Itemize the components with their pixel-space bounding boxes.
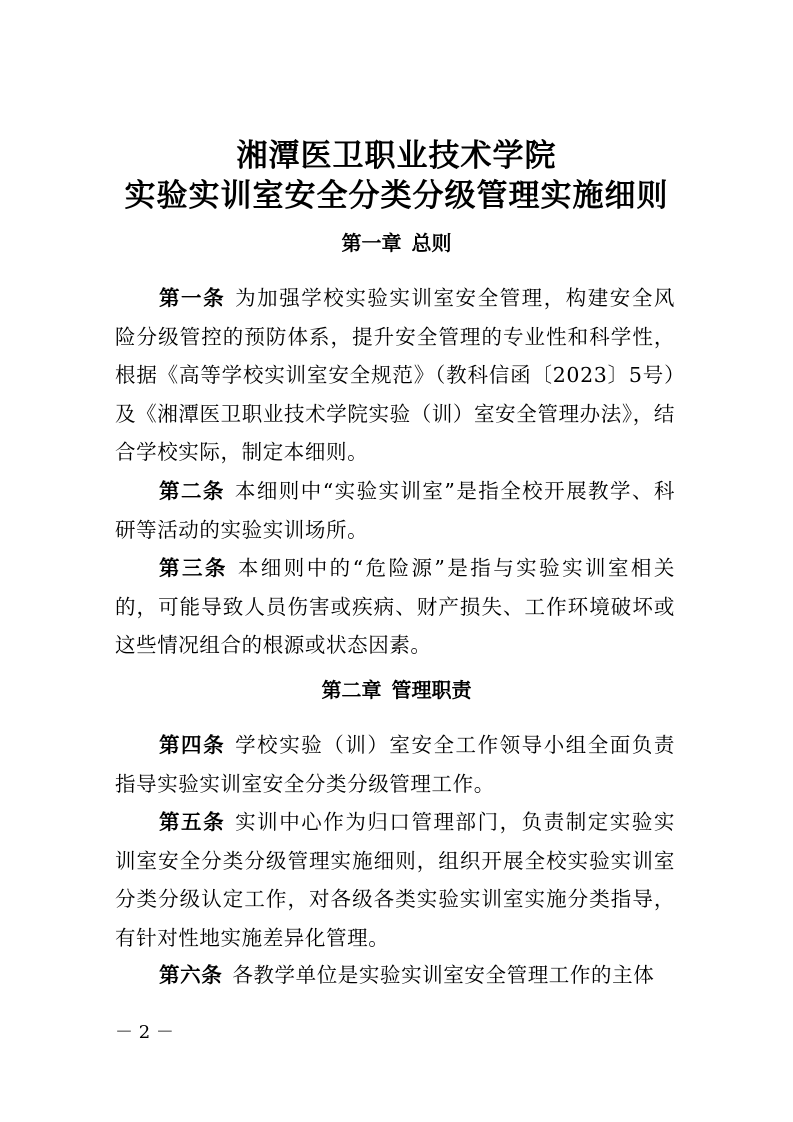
article-text: 各教学单位是实验实训室安全管理工作的主体 [232,963,655,987]
document-title-line-1: 湘潭医卫职业技术学院 [236,138,557,174]
article-label: 第一条 [159,286,226,310]
article-2 [115,472,675,549]
chapter-number: 第二章 [321,678,382,702]
article-5 [115,803,675,957]
article-1 [115,279,675,472]
article-label: 第五条 [159,810,226,834]
chapter-name: 管理职责 [391,678,472,702]
article-text: 为加强学校实验实训室安全管理，构建安全风险分级管控的预防体系，提升安全管理的专业性和科学性，根据《高等学校实训室安全规范》（教科信函〔2023〕5号）及《湘潭医卫职业技术学院实验（训）室安全管理办法》，结合学校实际，制定本细则。 [115,286,675,464]
article-label: 第三条 [159,556,228,580]
article-3 [115,549,675,665]
page-number: － 2 － [115,1022,174,1043]
article-text: 本细则中“实验实训室”是指全校开展教学、科研等活动的实验实训场所。 [115,479,675,542]
chapter-name: 总则 [411,231,452,255]
article-text: 本细则中的“危险源”是指与实验实训室相关的，可能导致人员伤害或疾病、财产损失、工作环境破坏或这些情况组合的根源或状态因素。 [115,556,675,657]
chapter-heading-2 [0,675,793,705]
article-label: 第四条 [159,733,226,757]
article-label: 第二条 [159,479,225,503]
chapter-number: 第一章 [341,231,402,255]
article-label: 第六条 [159,963,223,987]
article-6 [115,956,675,995]
document-title-line-2: 实验实训室安全分类分级管理实施细则 [124,178,669,214]
article-4 [115,726,675,803]
chapter-heading-1 [0,228,793,258]
article-text: 学校实验（训）室安全工作领导小组全面负责指导实验实训室安全分类分级管理工作。 [115,733,675,796]
article-text: 实训中心作为归口管理部门，负责制定实验实训室安全分类分级管理实施细则，组织开展全校实验实训室分类分级认定工作，对各级各类实验实训室实施分类指导，有针对性地实施差异化管理。 [115,810,675,950]
